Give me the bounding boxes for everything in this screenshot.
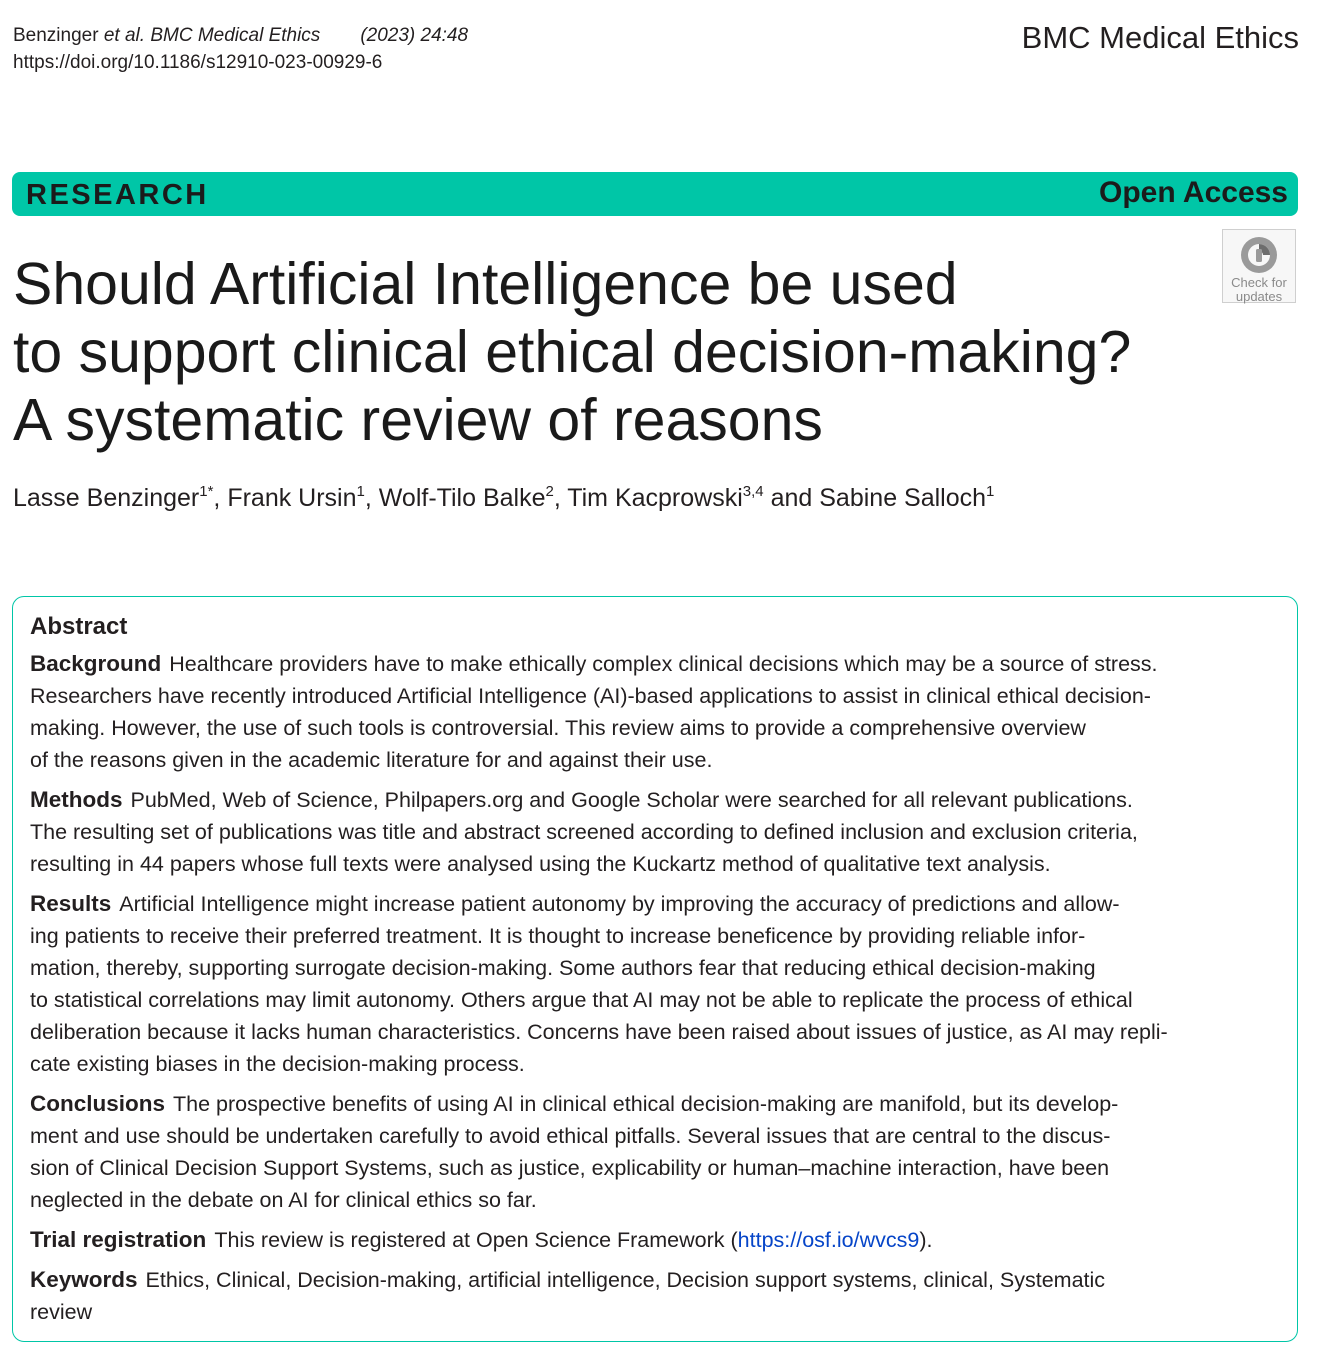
check-for-updates-line2: updates (1235, 289, 1283, 304)
author-name[interactable]: Sabine Salloch (819, 484, 987, 512)
author-separator: , (364, 484, 379, 512)
abstract-line: making. However, the use of such tools is controversial. This review aims to provide a comprehensive overview (30, 716, 1086, 740)
author-name[interactable]: Lasse Benzinger (13, 484, 200, 512)
line-text: Ethics, Clinical, Decision-making, artificial intelligence, Decision support systems, clinical, Systematic (145, 1268, 1106, 1292)
open-access-label: Open Access (1099, 176, 1288, 209)
citation (13, 22, 468, 76)
title-line: Should Artificial Intelligence be used (13, 251, 958, 317)
author-separator: , (553, 484, 568, 512)
title-line: A systematic review of reasons (13, 387, 823, 453)
article-type: RESEARCH (26, 179, 209, 211)
author-name[interactable]: Tim Kacprowski (567, 484, 743, 512)
abstract-background (30, 648, 1281, 776)
abstract-line (30, 1088, 1281, 1120)
line-text: Artificial Intelligence might increase patient autonomy by improving the accuracy of predictions and allow- (119, 892, 1120, 916)
abstract-line: mation, thereby, supporting surrogate decision-making. Some authors fear that reducing ethical decision-making (30, 956, 1096, 980)
abstract-line (30, 648, 1281, 680)
abstract-line (30, 1264, 1281, 1296)
abstract-trial-registration (30, 1224, 1281, 1256)
line-text: The prospective benefits of using AI in clinical ethical decision-making are manifold, but its develop- (173, 1092, 1119, 1116)
line-text: Healthcare providers have to make ethically complex clinical decisions which may be a source of stress. (169, 652, 1158, 676)
line-text: This review is registered at Open Science Framework ( (214, 1228, 738, 1252)
section-label: Results (30, 891, 112, 916)
author-name[interactable]: Wolf-Tilo Balke (378, 484, 546, 512)
abstract-line: The resulting set of publications was title and abstract screened according to defined inclusion and exclusion criteria, (30, 820, 1138, 844)
abstract-line: sion of Clinical Decision Support Systems, such as justice, explicability or human–machine interaction, have been (30, 1156, 1110, 1180)
abstract-line: Researchers have recently introduced Artificial Intelligence (AI)-based applications to assist in clinical ethical decision- (30, 684, 1151, 708)
doi-link[interactable]: https://doi.org/10.1186/s12910-023-00929-6 (13, 52, 383, 73)
line-text: PubMed, Web of Science, Philpapers.org and Google Scholar were searched for all relevant publications. (130, 788, 1133, 812)
title-line: to support clinical ethical decision-making? (13, 319, 1132, 385)
article-title (13, 250, 1203, 454)
abstract-methods (30, 784, 1281, 880)
author-separator: and (763, 484, 820, 512)
author-separator: , (213, 484, 228, 512)
abstract-line: neglected in the debate on AI for clinical ethics so far. (30, 1188, 537, 1212)
registration-link[interactable]: https://osf.io/wvcs9 (737, 1228, 920, 1252)
section-label: Methods (30, 787, 123, 812)
abstract-line: ing patients to receive their preferred treatment. It is thought to increase beneficence by providing reliable infor- (30, 924, 1086, 948)
abstract-keywords (30, 1264, 1281, 1328)
abstract-line (30, 1224, 1281, 1256)
abstract-line: deliberation because it lacks human characteristics. Concerns have been raised about issues of justice, as AI may repli- (30, 1020, 1168, 1044)
author-list (13, 480, 994, 516)
abstract-line (30, 888, 1281, 920)
citation-journal: et al. BMC Medical Ethics (103, 25, 321, 46)
abstract-line: to statistical correlations may limit autonomy. Others argue that AI may not be able to replicate the process of ethical (30, 988, 1133, 1012)
check-for-updates-icon (1239, 235, 1279, 275)
author-affiliation: 1 (986, 483, 995, 500)
abstract-line: cate existing biases in the decision-making process. (30, 1052, 525, 1076)
section-label: Background (30, 651, 162, 676)
author-affiliation: 1* (199, 483, 214, 500)
citation-year: (2023) 24:48 (360, 25, 469, 46)
citation-authors: Benzinger (13, 25, 99, 46)
abstract-conclusions (30, 1088, 1281, 1216)
section-label: Keywords (30, 1267, 138, 1292)
citation-line (13, 22, 468, 49)
author-name[interactable]: Frank Ursin (227, 484, 357, 512)
abstract-heading: Abstract (30, 613, 128, 640)
abstract-results (30, 888, 1281, 1080)
abstract-box (12, 596, 1298, 1342)
abstract-line (30, 784, 1281, 816)
article-type-banner (12, 172, 1298, 216)
check-for-updates-line1: Check for (1231, 275, 1287, 290)
line-text: ). (919, 1228, 933, 1252)
abstract-line: of the reasons given in the academic literature for and against their use. (30, 748, 713, 772)
author-affiliation: 1 (356, 483, 365, 500)
author-affiliation: 2 (545, 483, 554, 500)
check-for-updates-button[interactable] (1222, 229, 1296, 303)
author-affiliation: 3,4 (742, 483, 764, 500)
abstract-line: review (30, 1300, 93, 1324)
abstract-line: resulting in 44 papers whose full texts were analysed using the Kuckartz method of qualitative text analysis. (30, 852, 1051, 876)
abstract-line: ment and use should be undertaken carefully to avoid ethical pitfalls. Several issues that are central to the discus- (30, 1124, 1111, 1148)
journal-name: BMC Medical Ethics (1021, 20, 1299, 55)
section-label: Conclusions (30, 1091, 166, 1116)
section-label: Trial registration (30, 1227, 207, 1252)
